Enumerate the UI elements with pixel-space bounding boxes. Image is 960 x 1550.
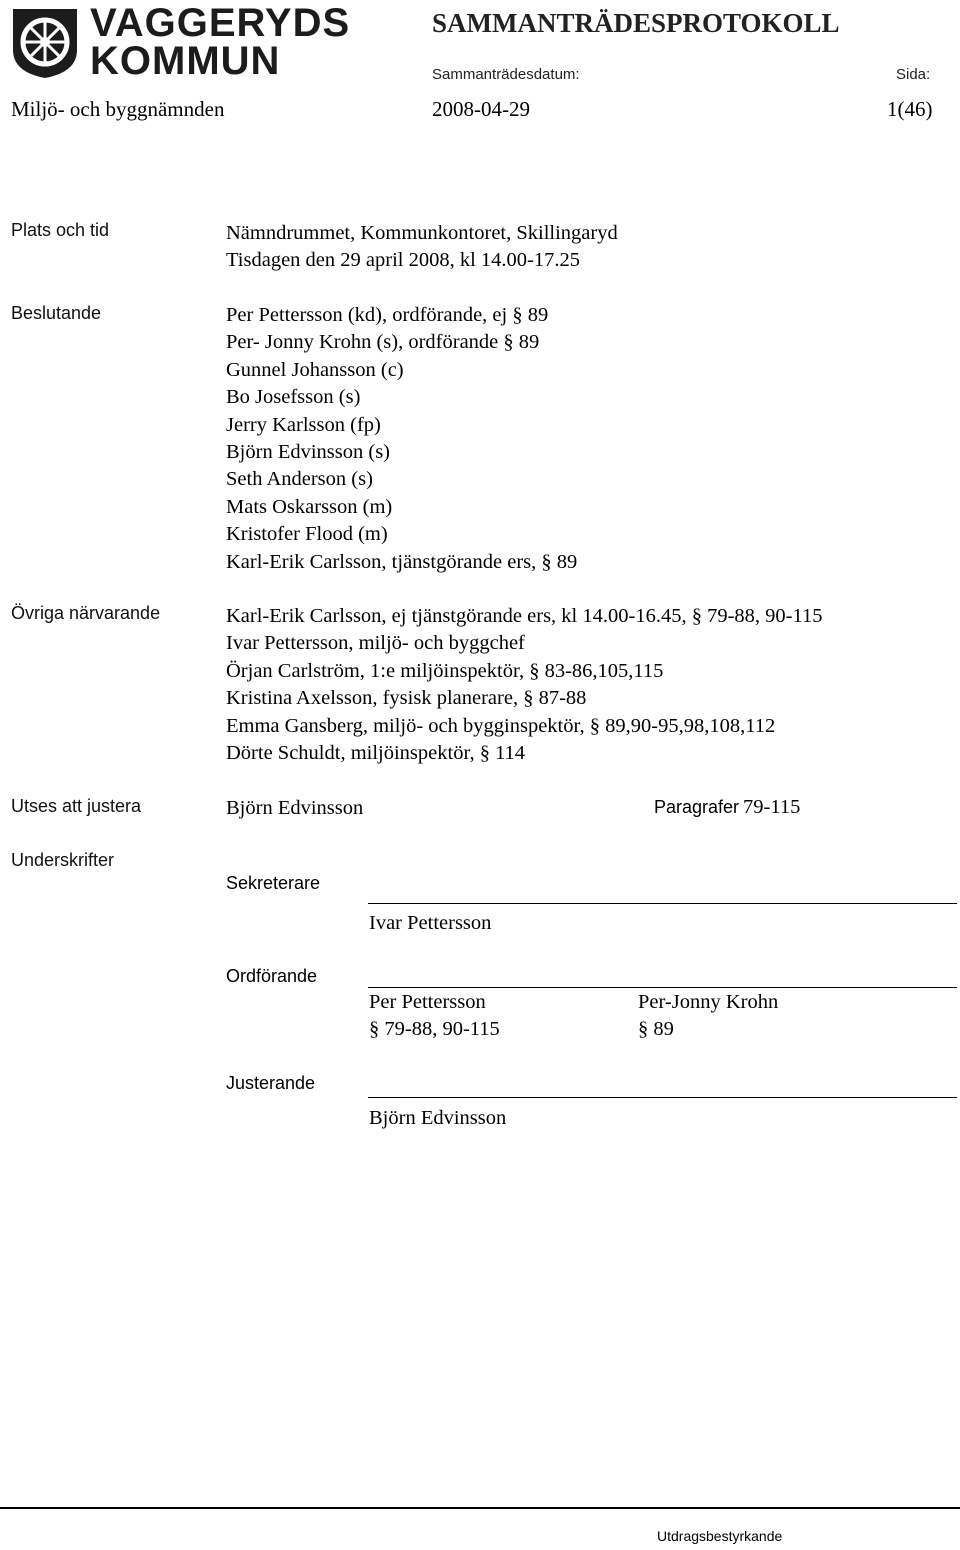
signature-line [368,1097,957,1098]
ordforande-1-name: Per Pettersson [369,991,486,1013]
page-number: 1(46) [887,97,933,121]
ovriga-block [226,603,822,767]
beslutande-line: Per- Jonny Krohn (s), ordförande § 89 [226,331,540,354]
wheel-shield-icon [10,6,80,80]
beslutande-line: Kristofer Flood (m) [226,523,388,546]
justera-label: Utses att justera [11,796,142,816]
beslutande-line: Per Pettersson (kd), ordförande, ej § 89 [226,304,549,326]
logo-wordmark: VAGGERYDS KOMMUN [90,1,351,83]
ovriga-line: Dörte Schuldt, miljöinspektör, § 114 [226,742,526,765]
beslutande-line: Mats Oskarsson (m) [226,495,393,518]
ordforande-2-name: Per-Jonny Krohn [638,991,779,1013]
justerande-label: Justerande [226,1073,316,1093]
plats-block [226,220,618,275]
paragraf-group [654,796,800,819]
paragraf-value: 79-115 [743,796,801,818]
meeting-date: 2008-04-29 [432,97,530,121]
ovriga-label: Övriga närvarande [11,603,161,623]
beslutande-line: Jerry Karlsson (fp) [226,413,381,436]
ovriga-line: Ivar Pettersson, miljö- och byggchef [226,632,525,655]
beslutande-line: Björn Edvinsson (s) [226,441,390,464]
sekreterare-label: Sekreterare [226,873,321,893]
plats-line: Tisdagen den 29 april 2008, kl 14.00-17.25 [226,249,580,272]
date-label: Sammanträdesdatum: [432,66,580,83]
beslutande-line: Bo Josefsson (s) [226,386,361,409]
plats-label: Plats och tid [11,220,110,240]
signature-line [368,903,957,904]
sekreterare-name: Ivar Pettersson [369,912,492,934]
underskrifter-label: Underskrifter [11,850,115,870]
ordforande-2-para: § 89 [638,1018,674,1040]
justera-name: Björn Edvinsson [226,797,364,819]
ovriga-line: Kristina Axelsson, fysisk planerare, § 87-88 [226,687,587,710]
page-label: Sida: [896,66,931,83]
footer-text: Utdragsbestyrkande [657,1528,783,1544]
beslutande-label: Beslutande [11,303,102,323]
ovriga-line: Örjan Carlström, 1:e miljöinspektör, § 83-86,105,115 [226,659,664,682]
paragraf-label: Paragrafer [654,797,740,817]
document-title: SAMMANTRÄDESPROTOKOLL [432,8,840,38]
beslutande-block [226,302,577,576]
ovriga-line: Emma Gansberg, miljö- och bygginspektör, § 89,90-95,98,108,112 [226,714,776,737]
plats-line: Nämndrummet, Kommunkontoret, Skillingaryd [226,222,618,244]
ordforande-1-para: § 79-88, 90-115 [369,1018,500,1040]
beslutande-line: Gunnel Johansson (c) [226,358,404,381]
ordforande-label: Ordförande [226,966,318,986]
footer-rule [0,1507,960,1509]
beslutande-line: Seth Anderson (s) [226,468,373,491]
beslutande-line: Karl-Erik Carlsson, tjänstgörande ers, § 89 [226,550,578,573]
justerande-name: Björn Edvinsson [369,1107,507,1129]
ovriga-line: Karl-Erik Carlsson, ej tjänstgörande ers, kl 14.00-16.45, § 79-88, 90-115 [226,605,823,627]
signature-line [368,987,957,988]
board-name: Miljö- och byggnämnden [11,97,225,121]
